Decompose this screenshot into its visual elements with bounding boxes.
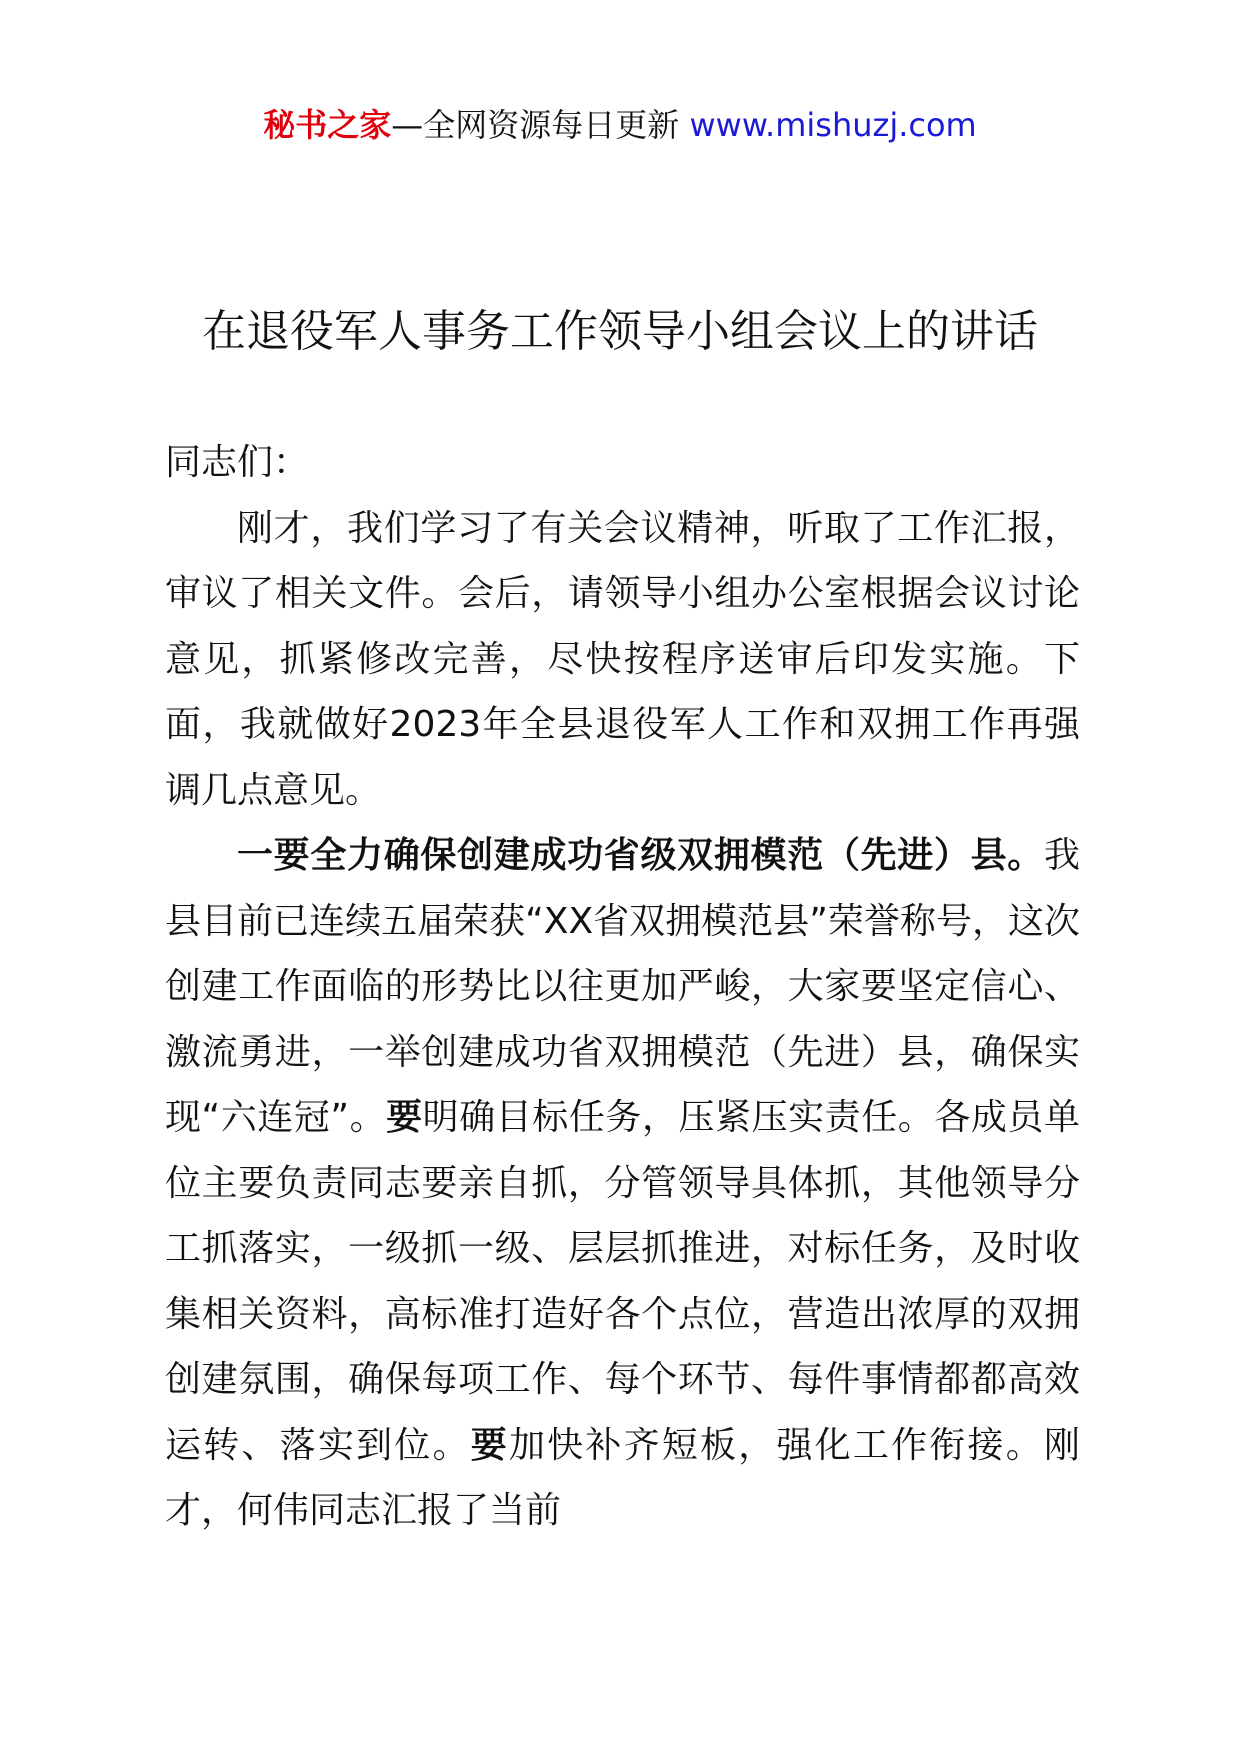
section-1-key-2: 要	[470, 1424, 509, 1466]
section-1-paragraph	[165, 823, 1080, 1544]
document-body	[165, 430, 1080, 1544]
section-1-text-3: 加快补齐短板，强化工作衔接。刚才，何伟同志汇报了当前	[165, 1424, 1080, 1531]
site-tagline: —全网资源每日更新	[391, 106, 680, 144]
document-title: 在退役军人事务工作领导小组会议上的讲话	[202, 306, 1038, 357]
section-1-key-1: 要	[386, 1097, 423, 1138]
salutation: 同志们：	[165, 442, 310, 483]
site-header	[0, 100, 1240, 150]
intro-paragraph: 刚才，我们学习了有关会议精神，听取了工作汇报，审议了相关文件。会后，请领导小组办公室根据会议讨论意见，抓紧修改完善，尽快按程序送审后印发实施。下面，我就做好2023年全县退役军人工作和双拥工作再强调几点意见。	[165, 507, 1080, 811]
site-url-link[interactable]: www.mishuzj.com	[689, 106, 977, 144]
section-1-heading: 一要全力确保创建成功省级双拥模范（先进）县。	[237, 835, 1044, 876]
section-1-text-2: 明确目标任务，压紧压实责任。各成员单位主要负责同志要亲自抓，分管领导具体抓，其他领导分工抓落实，一级抓一级、层层抓推进，对标任务，及时收集相关资料，高标准打造好各个点位，营造出浓厚的双拥创建氛围，确保每项工作、每个环节、每件事情都都高效运转、落实到位。	[165, 1097, 1080, 1466]
section-1-text-1: 我县目前已连续五届荣获“XX省双拥模范县”荣誉称号，这次创建工作面临的形势比以往更加严峻，大家要坚定信心、激流勇进，一举创建成功省双拥模范（先进）县，确保实现“六连冠”。	[165, 835, 1080, 1138]
site-brand: 秘书之家	[263, 106, 392, 144]
